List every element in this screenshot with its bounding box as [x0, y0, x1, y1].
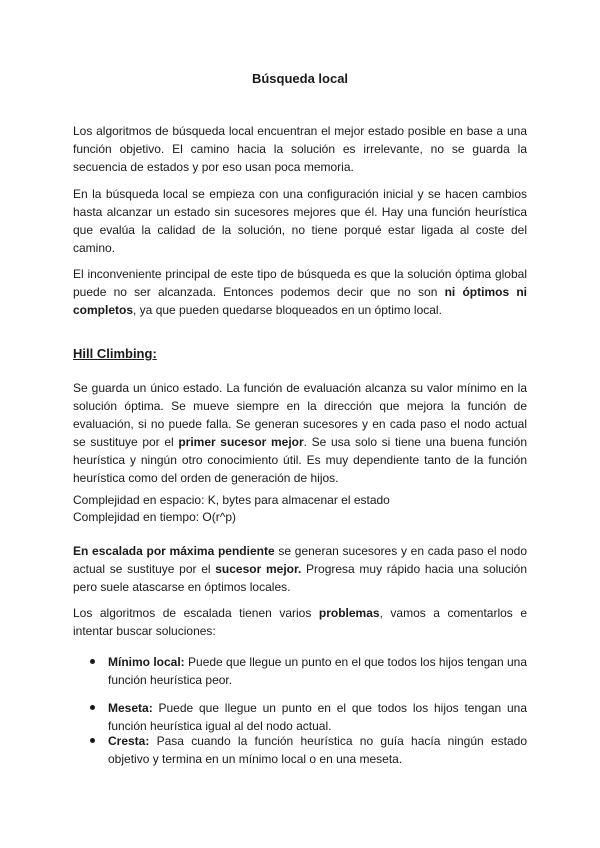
list-item-text — [108, 732, 527, 768]
problem-description: Pasa cuando la función heurística no guía hacía ningún estado objetivo y termina en un mínimo local o en una meseta. — [108, 734, 527, 766]
intro-paragraph-2: En la búsqueda local se empieza con una configuración inicial y se hacen cambios hasta alcanzar un estado sin sucesores mejores que él. Hay una función heurística que evalúa la calidad de la solución, no tiene porqué estar ligada al coste del camino. — [73, 187, 527, 255]
problem-term: Meseta: — [108, 701, 153, 715]
hill-p2-text-b: se generan sucesores y en cada paso el nodo actual se sustituye por el — [73, 544, 527, 576]
list-item-text — [108, 699, 527, 735]
hill-paragraph-3 — [73, 604, 527, 640]
hill-p1-text-a: Se guarda un único estado. La función de evaluación alcanza su valor mínimo en la solución óptima. Se mueve siempre en la dirección que mejora la función de evaluación, si no puede falla. Se generan sucesores y en cada paso el nodo actual se sustituye por el — [73, 381, 527, 449]
problem-term: Cresta: — [108, 734, 150, 748]
hill-p3-bold: problemas — [318, 606, 380, 620]
bullet-dot-icon — [90, 659, 95, 664]
intro-p3-text-a: El inconveniente principal de este tipo de búsqueda es que la solución óptima global puede no ser alcanzada. Entonces podemos decir que no son — [73, 267, 527, 299]
hill-p1-text-c: . Se usa solo si tiene una buena función heurística y ningún otro conocimiento útil. Es muy dependiente tanto de la función heurística como del orden de generación de hijos. — [73, 435, 527, 485]
problem-term: Mínimo local: — [108, 655, 185, 669]
hill-p2-text-d: Progresa muy rápido hacia una solución pero suele atascarse en óptimos locales. — [73, 562, 527, 594]
problem-description: Puede que llegue un punto en el que todos los hijos tengan una función heurística igual al del nodo actual. — [108, 701, 527, 733]
bullet-dot-icon — [90, 738, 95, 743]
list-item-text — [108, 653, 527, 689]
hill-paragraph-1 — [73, 379, 527, 487]
intro-p3-text-c: , ya que pueden quedarse bloqueados en un óptimo local. — [133, 303, 442, 317]
document-title: Búsqueda local — [251, 71, 349, 86]
hill-p1-bold: primer sucesor mejor — [178, 435, 304, 449]
intro-p3-bold: ni óptimos ni completos — [73, 285, 527, 317]
hill-paragraph-2 — [73, 542, 527, 596]
section-heading-hill-climbing: Hill Climbing: — [73, 346, 157, 361]
complexity-time: Complejidad en tiempo: O(r^p) — [73, 510, 237, 524]
intro-paragraph-1: Los algoritmos de búsqueda local encuentran el mejor estado posible en base a una función objetivo. El camino hacia la solución es irrelevante, no se guarda la secuencia de estados y por eso usan poca memoria. — [73, 124, 527, 174]
hill-p2-bold-a: En escalada por máxima pendiente — [73, 544, 275, 558]
complexity-space: Complejidad en espacio: K, bytes para almacenar el estado — [73, 493, 390, 507]
hill-p3-text-c: , vamos a comentarlos e intentar buscar soluciones: — [73, 606, 527, 638]
hill-p2-bold-c: sucesor mejor. — [215, 562, 302, 576]
bullet-dot-icon — [90, 705, 95, 710]
intro-paragraph-3 — [73, 265, 527, 319]
problem-description: Puede que llegue un punto en el que todos los hijos tengan una función heurística peor. — [108, 655, 528, 687]
hill-p3-text-a: Los algoritmos de escalada tienen varios — [73, 606, 319, 620]
